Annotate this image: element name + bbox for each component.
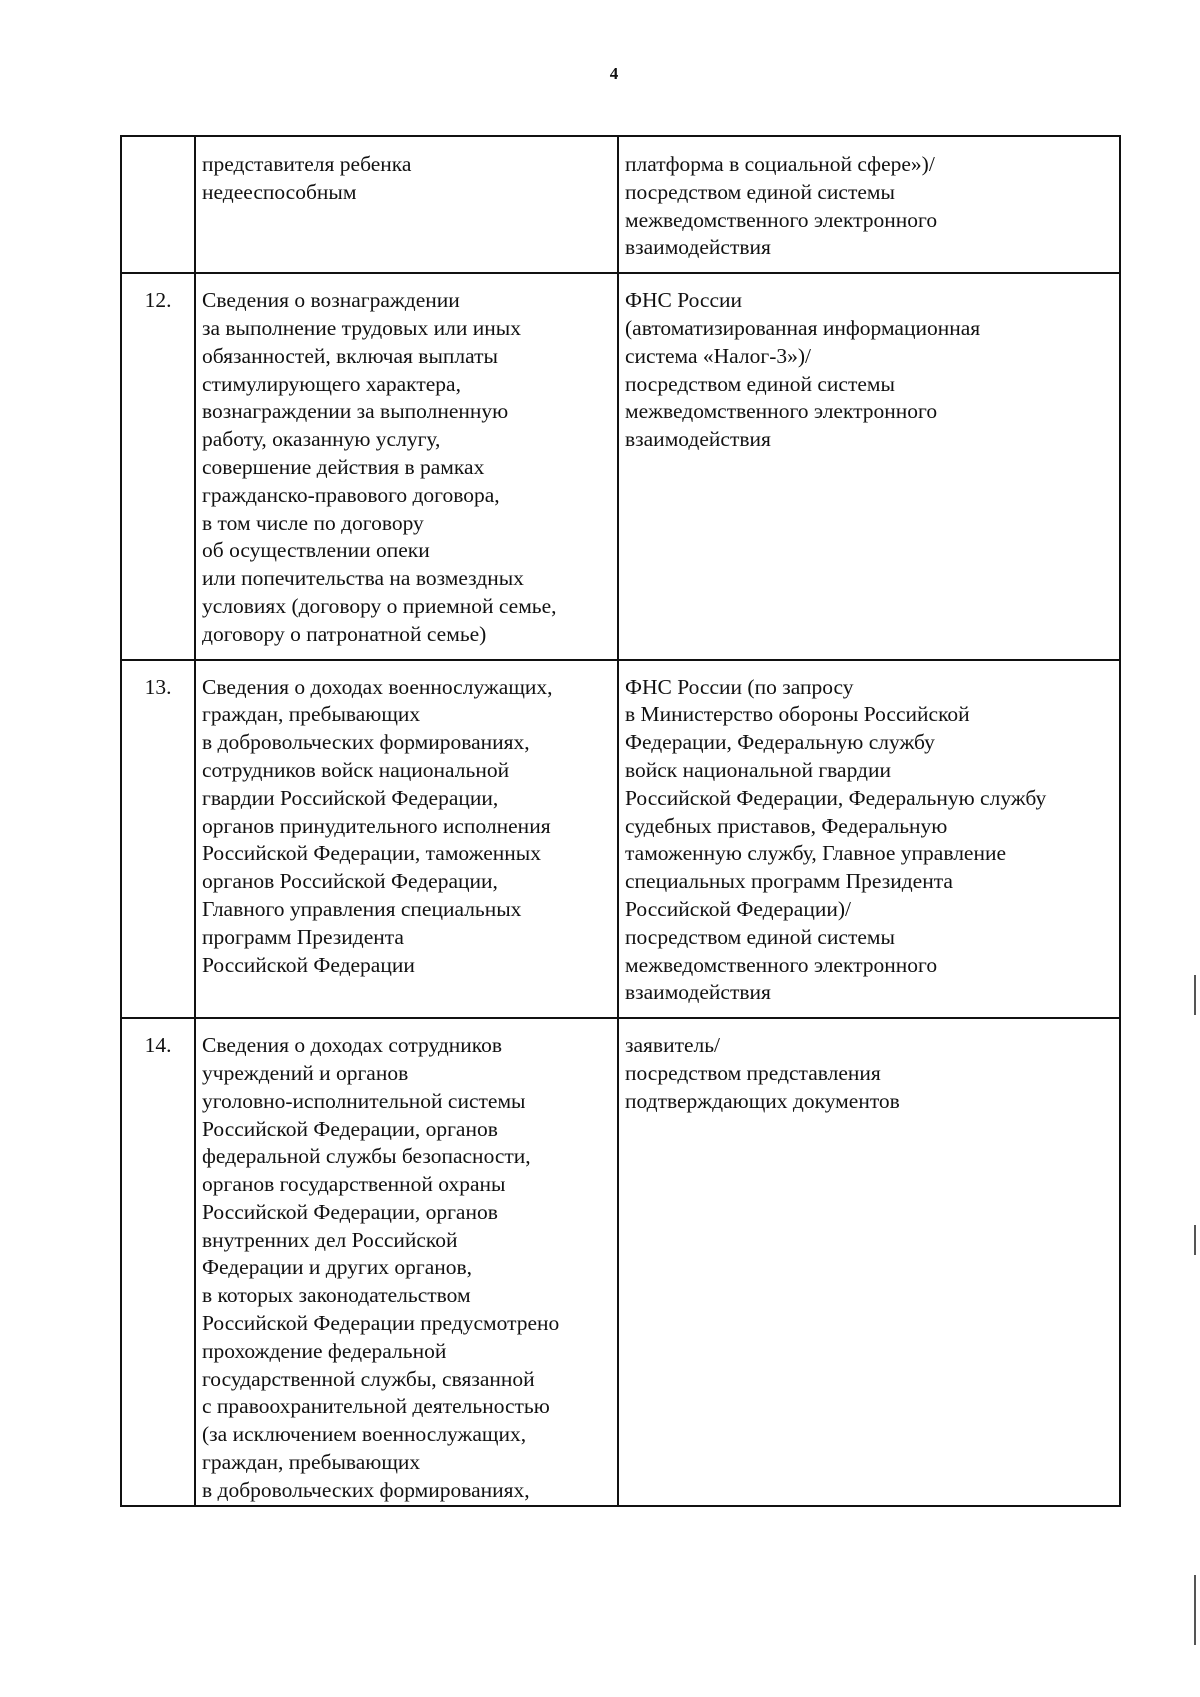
row-source: ФНС России (по запросу в Министерство обороны Российской Федерации, Федеральную службу войск национальной гвардии Российской Федерации, Федеральную службу судебных приставов, Федеральную таможенную службу, Главное управление специальных программ Президента Российской Федерации)/ посредством единой системы межведомственного электронного взаимодействия bbox=[618, 660, 1120, 1019]
scan-edge-mark bbox=[1194, 1225, 1196, 1255]
row-number: 12. bbox=[121, 273, 195, 659]
page-number: 4 bbox=[609, 64, 619, 83]
scan-edge-mark bbox=[1194, 975, 1196, 1015]
row-description: Сведения о доходах сотрудников учреждений и органов уголовно-исполнительной системы Российской Федерации, органов федеральной службы безопасности, органов государственной охраны Российской Федерации, органов внутренних дел Российской Федерации и других органов, в которых законодательством Российской Федерации предусмотрено прохождение федеральной государственной службы, связанной с правоохранительной деятельностью (за исключением военнослужащих, граждан, пребывающих в добровольческих формированиях, bbox=[195, 1018, 618, 1506]
table-row bbox=[121, 273, 1120, 659]
table-row bbox=[121, 660, 1120, 1019]
row-number bbox=[121, 136, 195, 273]
table-row bbox=[121, 1018, 1120, 1506]
row-source: ФНС России (автоматизированная информационная система «Налог-3»)/ посредством единой системы межведомственного электронного взаимодействия bbox=[618, 273, 1120, 659]
data-table bbox=[120, 135, 1121, 1507]
row-source: заявитель/ посредством представления подтверждающих документов bbox=[618, 1018, 1120, 1506]
row-description: Сведения о вознаграждении за выполнение трудовых или иных обязанностей, включая выплаты стимулирующего характера, вознаграждении за выполненную работу, оказанную услугу, совершение действия в рамках гражданско-правового договора, в том числе по договору об осуществлении опеки или попечительства на возмездных условиях (договору о приемной семье, договору о патронатной семье) bbox=[195, 273, 618, 659]
row-description: Сведения о доходах военнослужащих, граждан, пребывающих в добровольческих формированиях, сотрудников войск национальной гвардии Российской Федерации, органов принудительного исполнения Российской Федерации, таможенных органов Российской Федерации, Главного управления специальных программ Президента Российской Федерации bbox=[195, 660, 618, 1019]
row-source: платформа в социальной сфере»)/ посредством единой системы межведомственного электронного взаимодействия bbox=[618, 136, 1120, 273]
table-row bbox=[121, 136, 1120, 273]
scan-edge-mark bbox=[1194, 1575, 1196, 1645]
row-number: 13. bbox=[121, 660, 195, 1019]
row-number: 14. bbox=[121, 1018, 195, 1506]
row-description: представителя ребенка недееспособным bbox=[195, 136, 618, 273]
